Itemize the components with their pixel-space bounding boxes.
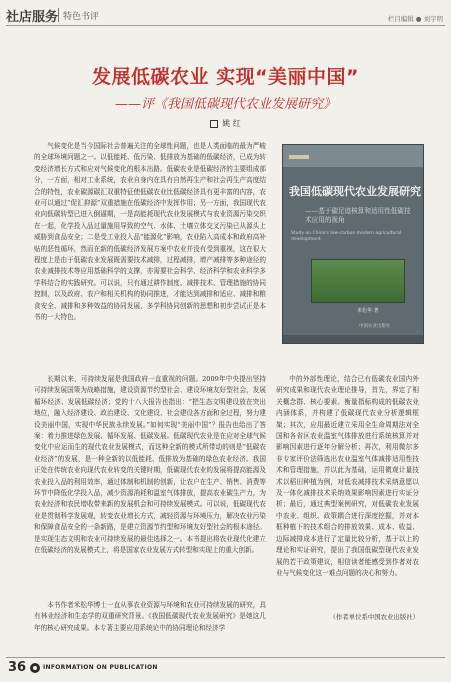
book-cover-image bbox=[282, 144, 424, 344]
cover-english-title: Study on China's low-carbon modern agricultural development bbox=[291, 231, 402, 242]
author-affiliation: （作者单位系中国农业出版社） bbox=[329, 613, 419, 621]
author-box-icon bbox=[210, 120, 218, 128]
footer-rule bbox=[6, 657, 445, 658]
publication-name: INFORMATION ON PUBLICATION bbox=[43, 664, 158, 671]
body-paragraph: 本书作者米松华博士一直从事农业资源与环境和农业可持续发展的研究，具有林业经济和生态学的双重研究背景。《我国低碳现代农业发展研究》是她这几年的核心研究成果。本专著主要应用系统论中的协同理论和经济学 bbox=[34, 601, 266, 632]
cover-title: 我国低碳现代农业发展研究 bbox=[289, 185, 421, 198]
cover-landscape-photo bbox=[311, 259, 405, 303]
body-paragraph: 气候变化是当今国际社会普遍关注的全球性问题，也是人类面临的最为严峻的全球环境问题之一。以低能耗、低污染、低排放为基础的低碳经济，已成为转变经济增长方式和应对气候变化的根本出路。低碳农业是低碳经济的主要组成部分，一方面，相对工业系统，农业自身内在具有自然再生产和社会再生产高度结合的特性，农业碳源碳汇双重特征使低碳农业比低碳经济具有更丰富的内容，农业可以通过“促汇抑源”双重措施在低碳经济中发挥作用；另一方面，我国现代农业向低碳转型已进入倒逼期，一是高能耗现代农业发展模式与农业资源污染交织在一起，化学投入品过量施用导致的空气、水体、土壤立体交叉污染已从源头上威胁到食品安全；二是受工业投入品“能源化”影响，农业陷入高成本和政府高补贴的恶性循环，然而在新的低碳经济发展方案中农业并没有受到重视，这在很大程度上是由于低碳农业发展既需要技术减排，过程减排，增产减排等多种途径的农业减排技术等应用基础科学的支撑，亦需要社会科学、经济科学和农业科学多学科结合的实践研究。可以说，只有通过耕作制度、减排技术、管理措施的协同控制，以及政府、农户和相关机构的协同推进，才能达到减排和适应、减排和粮食安全、减排和多种效益的协同发展，多学科协同创新的思想和初步尝试正是本书的一大特色。 bbox=[34, 142, 266, 322]
cover-publisher: 中国农业出版社 bbox=[359, 324, 391, 329]
body-paragraph: 长期以来，可持续发展是我国政府一直重视的问题。2009年中央提出坚持可持续发展国策为战略措施，建设资源节约型社会、建设环境友好型社会，发展循环经济、发展低碳经济；党的十八大报告也指出：“把生态文明建设放在突出地位，融入经济建设、政治建设、文化建设、社会建设各方面和全过程，努力建设美丽中国，实现中华民族永续发展。”如何实现“美丽中国”？报告也给出了答案：着力推进绿色发展、循环发展、低碳发展。低碳现代农业是在应对全球气候变化中应运而生的现代农业发展模式，而这种全新的模式所带动的则是“低碳农业经济”的发展，是一种全新的以低能耗、低排放为基础的绿色农业经济。我国正处在传统农业向现代农业转变的关键时期，低碳现代农业的发展将提高能源及农业投入品的利用效率，通过体制和机制的创新，让农户在生产、销售、消费等环节中降低化学投入品，减少资源消耗和温室气体排放，提高农业碳生产力，为农业经济和农民增收带来新的发展机会和可持续发展模式。可以说，低碳现代农业是贯彻科学发展观，转变农业增长方式，减轻资源与环境压力，解决农业污染和保障食品安全的一条新路，是建立资源节约型和环境友好型社会的根本途径。是实现生态文明和农业可持续发展的最佳选择之一。本书提出将农业现代化建立在低碳经济的发展模式上，将是国家农业发展方式转型和实现上的重大创新。 bbox=[34, 375, 266, 555]
header-divider bbox=[58, 8, 59, 22]
cover-bottom-stripe bbox=[283, 335, 423, 343]
header-rule bbox=[6, 25, 445, 26]
page-header bbox=[0, 0, 451, 30]
cover-logo bbox=[289, 155, 309, 159]
article-subtitle: ——评《我国低碳现代农业发展研究》 bbox=[114, 97, 336, 112]
author-name: 姚 红 bbox=[222, 119, 241, 128]
body-paragraph: 中的外部性理论，结合已有低碳农业国内外研究成果和现代农业理论推导，首先，界定了相关概念群、核心要素、衡量指标构成的低碳农业内涵体系，并构建了低碳现代农业分析逻辑框架；其次，应用最近建立采用全生命周期法对全国和各省区农业温室气体排放进行系统核算并对影响因素进行逐年分解分析；再次，利用微尔多非专家评价法筛选出农业温室气体减排适用性技术和管理措施，并以此为基础，运用微观计量技术以稻田种植为例，对低农减排技术采纳意愿以及一体化减排技术采纳效果影响因素进行实证分析；最后，通过典型案例研究，对低碳农业发展中农业、组织、政策耦合进行深度挖掘，并对本框种植下的技术组合的排放效果、成本、收益、边际减排成本进行了定量比较分析，基于以上的理论和实证研究，提出了我国低碳型现代农业发展的若干政策建议，相信读者能感受到作者对农业与气候变化这一难点问题的决心和努力。 bbox=[276, 375, 419, 577]
section-title: 社店服务 bbox=[6, 10, 59, 25]
cover-author: 米松华 著 bbox=[357, 308, 379, 314]
cover-subtitle: ——基于碳足迹核算和适用性低碳技术应用的视角 bbox=[305, 207, 411, 224]
page-number: 36 bbox=[8, 660, 27, 675]
publication-logo-icon bbox=[30, 663, 40, 673]
column-editor: 栏目编辑 ● 刘宇明 bbox=[387, 15, 443, 23]
column-name: 特色书评 bbox=[63, 12, 100, 22]
author-line bbox=[0, 118, 451, 129]
article-title: 发展低碳农业 实现“美丽中国” bbox=[91, 66, 360, 88]
